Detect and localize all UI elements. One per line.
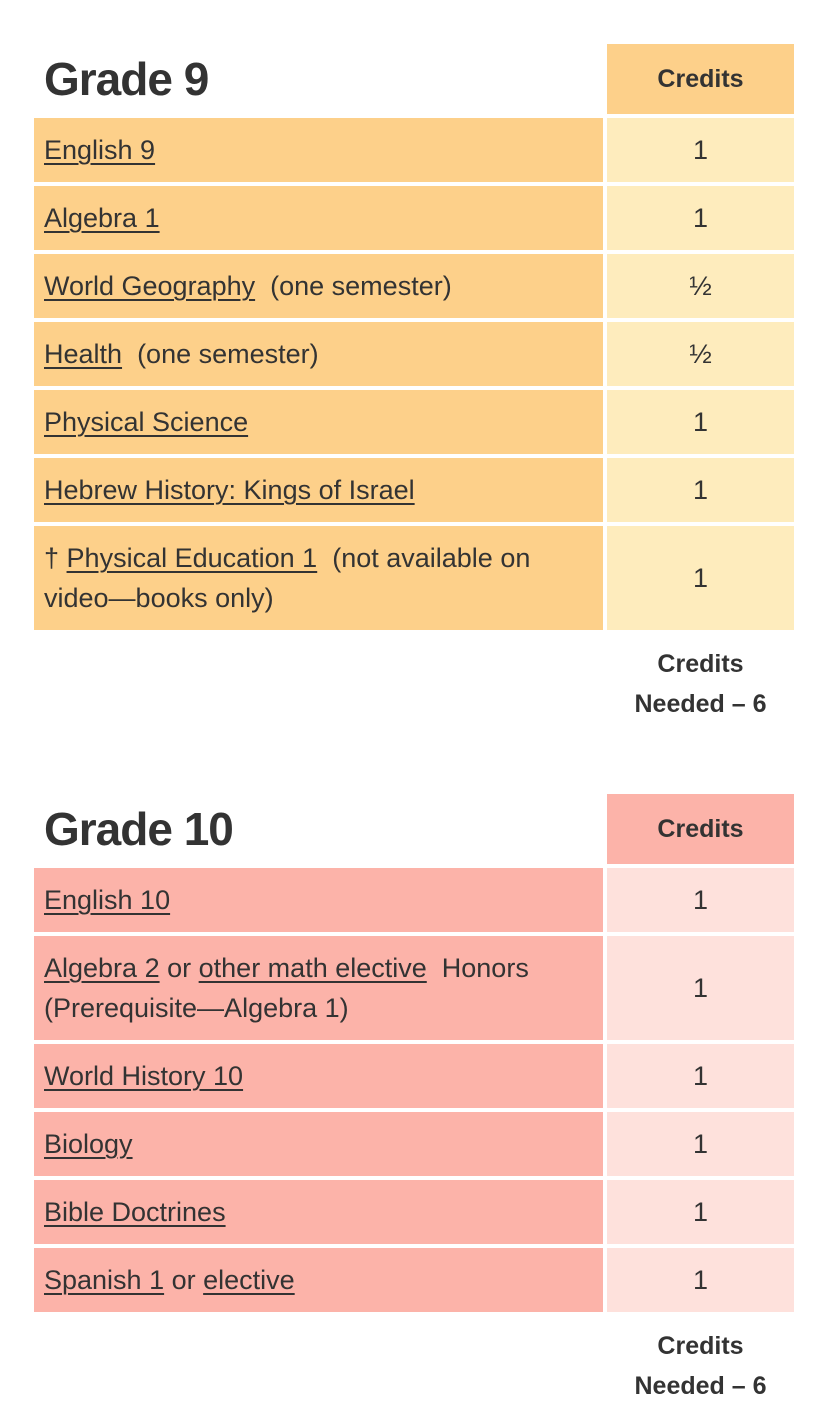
connector-text: or (167, 953, 192, 983)
table-row (34, 118, 794, 182)
course-link-other-math-elective[interactable]: other math elective (198, 953, 427, 983)
credits-needed (607, 644, 794, 724)
credits-needed-value: Needed – 6 (634, 1372, 767, 1400)
course-note: (not available on video—books only) (44, 543, 531, 613)
course-cell (34, 118, 603, 182)
course-link-hebrew-history[interactable]: Hebrew History: Kings of Israel (44, 475, 415, 505)
course-link-physical-education-1[interactable]: Physical Education 1 (66, 543, 318, 573)
table-row (34, 186, 794, 250)
credit-cell: 1 (607, 1112, 794, 1176)
credit-cell: 1 (607, 1248, 794, 1312)
course-cell (34, 526, 603, 630)
credit-cell: 1 (607, 118, 794, 182)
credit-cell: 1 (607, 936, 794, 1040)
course-link-physical-science[interactable]: Physical Science (44, 407, 249, 437)
credits-header: Credits (607, 794, 794, 864)
credit-cell: 1 (607, 458, 794, 522)
table-row (34, 936, 794, 1040)
course-link-world-history-10[interactable]: World History 10 (44, 1061, 244, 1091)
course-cell (34, 1112, 603, 1176)
course-link-elective[interactable]: elective (203, 1265, 295, 1295)
grade-9-title: Grade 9 (44, 53, 209, 105)
course-note: Honors (Prerequisite—Algebra 1) (44, 953, 529, 1023)
credit-cell: 1 (607, 186, 794, 250)
credit-cell: 1 (607, 1044, 794, 1108)
table-row (34, 526, 794, 630)
dagger-mark: † (44, 543, 60, 573)
course-cell (34, 186, 603, 250)
grade-10-table (34, 794, 794, 1406)
table-row (34, 322, 794, 386)
course-cell (34, 868, 603, 932)
credits-needed (607, 1326, 794, 1406)
credits-header: Credits (607, 44, 794, 114)
table-row (34, 1248, 794, 1312)
course-cell (34, 936, 603, 1040)
credit-cell: 1 (607, 1180, 794, 1244)
course-cell (34, 458, 603, 522)
table-row (34, 254, 794, 318)
table-row (34, 868, 794, 932)
course-link-english-9[interactable]: English 9 (44, 135, 156, 165)
course-link-algebra-2[interactable]: Algebra 2 (44, 953, 160, 983)
credits-needed-value: Needed – 6 (634, 690, 767, 718)
course-cell (34, 1180, 603, 1244)
course-link-world-geography[interactable]: World Geography (44, 271, 256, 301)
course-link-biology[interactable]: Biology (44, 1129, 133, 1159)
table-row (34, 390, 794, 454)
course-note: (one semester) (137, 339, 319, 369)
course-link-spanish-1[interactable]: Spanish 1 (44, 1265, 165, 1295)
course-link-bible-doctrines[interactable]: Bible Doctrines (44, 1197, 226, 1227)
course-cell (34, 1248, 603, 1312)
credits-needed-label: Credits (657, 1332, 744, 1360)
grade-10-title: Grade 10 (44, 803, 233, 855)
credits-needed-label: Credits (657, 650, 744, 678)
course-cell (34, 390, 603, 454)
course-link-algebra-1[interactable]: Algebra 1 (44, 203, 160, 233)
course-cell (34, 1044, 603, 1108)
table-row (34, 1044, 794, 1108)
course-link-english-10[interactable]: English 10 (44, 885, 171, 915)
table-row (34, 1180, 794, 1244)
connector-text: or (171, 1265, 196, 1295)
credit-cell: 1 (607, 526, 794, 630)
table-header (34, 44, 794, 114)
course-link-health[interactable]: Health (44, 339, 123, 369)
grade-9-table (34, 44, 794, 724)
credit-cell: 1 (607, 868, 794, 932)
table-row (34, 458, 794, 522)
credit-cell: ½ (607, 254, 794, 318)
table-header (34, 794, 794, 864)
table-row (34, 1112, 794, 1176)
course-cell (34, 322, 603, 386)
course-note: (one semester) (270, 271, 452, 301)
credit-cell: ½ (607, 322, 794, 386)
course-cell (34, 254, 603, 318)
credit-cell: 1 (607, 390, 794, 454)
